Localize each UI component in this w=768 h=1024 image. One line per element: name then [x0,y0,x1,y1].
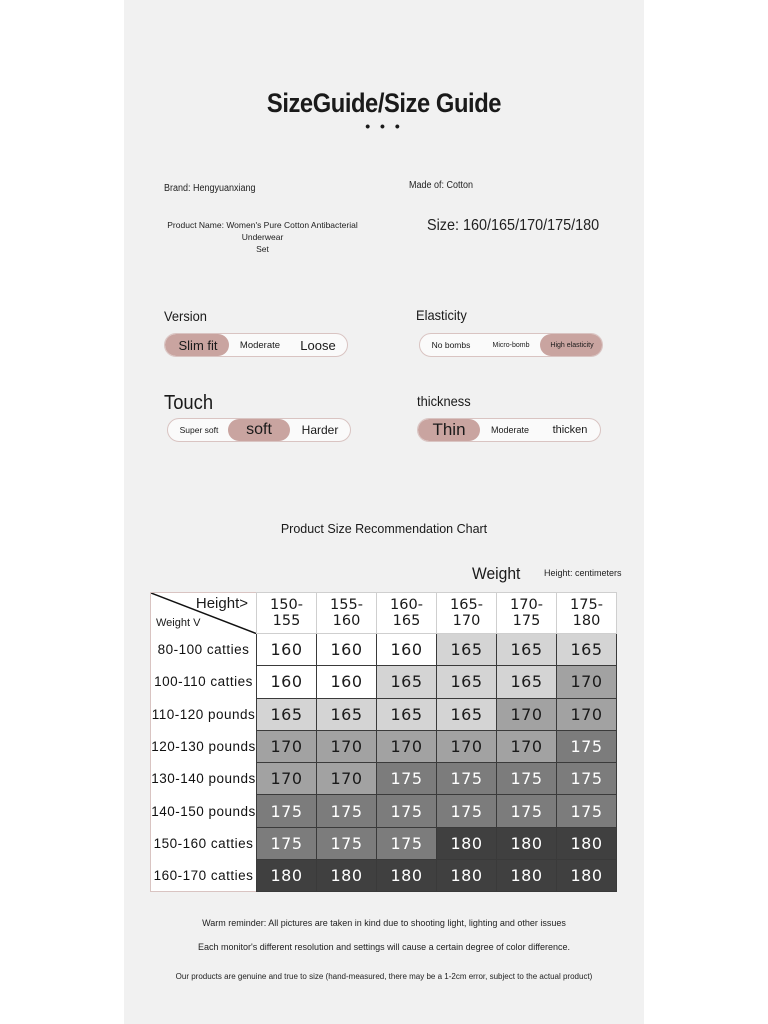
size-cell: 165 [557,634,617,666]
size-cell: 165 [437,634,497,666]
table-header-row [151,593,617,634]
touch-option-soft: soft [246,421,272,438]
elasticity-option-no-bombs: No bombs [431,340,471,350]
thickness-scale [417,418,601,442]
size-cell: 175 [377,827,437,859]
size-cell: 170 [557,666,617,698]
table-row [151,666,617,698]
touch-option-harder: Harder [301,423,339,437]
row-label: 100-110 catties [151,666,257,698]
size-cell: 160 [317,666,377,698]
size-table [150,592,617,892]
table-row [151,763,617,795]
product-name-line1: Product Name: Women's Pure Cotton Antibacterial Underwear [167,220,358,242]
size-cell: 175 [257,827,317,859]
corner-height-label: Height> [195,595,248,612]
size-cell: 170 [437,730,497,762]
version-option-moderate: Moderate [239,339,281,351]
size-cell: 180 [497,827,557,859]
note-line-2: Each monitor's different resolution and settings will cause a certain degree of color difference. [197,942,571,952]
corner-weight-label: Weight V [156,616,201,629]
note-line-3: Our products are genuine and true to size (hand-measured, there may be a 1-2cm error, subject to the actual product) [175,972,593,981]
size-cell: 170 [497,698,557,730]
size-cell: 170 [497,730,557,762]
chart-title: Product Size Recommendation Chart [280,522,488,536]
page-title: SizeGuide/Size Guide [266,88,502,118]
size-cell: 165 [317,698,377,730]
size-cell: 175 [437,763,497,795]
version-option-slim-fit: Slim fit [178,337,218,353]
touch-option-super-soft: Super soft [179,425,219,435]
row-label: 120-130 pounds [151,730,257,762]
size-cell: 175 [317,827,377,859]
product-name [160,219,365,255]
column-header: 155-160 [317,593,377,634]
version-label: Version [164,308,207,324]
size-cell: 165 [497,634,557,666]
table-row [151,730,617,762]
size-list: Size: 160/165/170/175/180 [427,217,600,234]
size-cell: 160 [377,634,437,666]
column-header: 165-170 [437,593,497,634]
size-cell: 165 [437,698,497,730]
size-cell: 175 [377,763,437,795]
size-cell: 170 [377,730,437,762]
row-label: 140-150 pounds [151,795,257,827]
size-cell: 175 [557,763,617,795]
table-row [151,634,617,666]
elasticity-label: Elasticity [416,307,467,323]
size-cell: 180 [557,860,617,892]
size-cell: 165 [377,698,437,730]
thickness-option-moderate: Moderate [490,425,530,435]
height-unit-note: Height: centimeters [544,568,622,578]
row-label: 160-170 catties [151,860,257,892]
thickness-option-thicken: thicken [552,424,588,436]
size-cell: 170 [257,763,317,795]
row-label: 110-120 pounds [151,698,257,730]
size-cell: 175 [557,795,617,827]
thickness-label: thickness [417,393,471,409]
size-cell: 165 [437,666,497,698]
size-cell: 180 [317,860,377,892]
size-cell: 160 [317,634,377,666]
size-cell: 175 [257,795,317,827]
size-cell: 170 [317,763,377,795]
material-text: Made of: Cotton [409,180,474,191]
table-row [151,795,617,827]
size-cell: 180 [437,860,497,892]
size-cell: 160 [257,634,317,666]
row-label: 130-140 pounds [151,763,257,795]
title-dots: • • • [365,118,403,134]
version-scale [164,333,348,357]
size-cell: 175 [317,795,377,827]
table-row [151,827,617,859]
column-header: 175-180 [557,593,617,634]
elasticity-option-high-elasticity: High elasticity [550,341,594,349]
size-cell: 180 [437,827,497,859]
table-corner-cell [151,593,257,634]
touch-label: Touch [164,392,214,414]
thickness-option-thin: Thin [432,420,466,439]
size-cell: 175 [497,795,557,827]
column-header: 150-155 [257,593,317,634]
size-cell: 170 [557,698,617,730]
column-header: 160-165 [377,593,437,634]
note-line-1: Warm reminder: All pictures are taken in kind due to shooting light, lighting and other issues [202,918,566,928]
size-cell: 180 [557,827,617,859]
table-row [151,860,617,892]
row-label: 150-160 catties [151,827,257,859]
size-cell: 180 [377,860,437,892]
version-option-loose: Loose [300,337,336,353]
size-cell: 170 [317,730,377,762]
size-cell: 180 [497,860,557,892]
row-label: 80-100 catties [151,634,257,666]
column-header: 170-175 [497,593,557,634]
size-cell: 165 [497,666,557,698]
size-cell: 180 [257,860,317,892]
elasticity-option-micro-bomb: Micro-bomb [492,341,530,349]
size-cell: 165 [257,698,317,730]
table-row [151,698,617,730]
size-cell: 165 [377,666,437,698]
size-cell: 175 [557,730,617,762]
size-cell: 160 [257,666,317,698]
size-cell: 175 [377,795,437,827]
size-cell: 175 [497,763,557,795]
weight-header: Weight [472,564,521,583]
size-cell: 170 [257,730,317,762]
brand-text: Brand: Hengyuanxiang [164,183,256,194]
product-name-line2: Set [256,244,269,254]
elasticity-scale [419,333,603,357]
touch-scale [167,418,351,442]
size-cell: 175 [437,795,497,827]
